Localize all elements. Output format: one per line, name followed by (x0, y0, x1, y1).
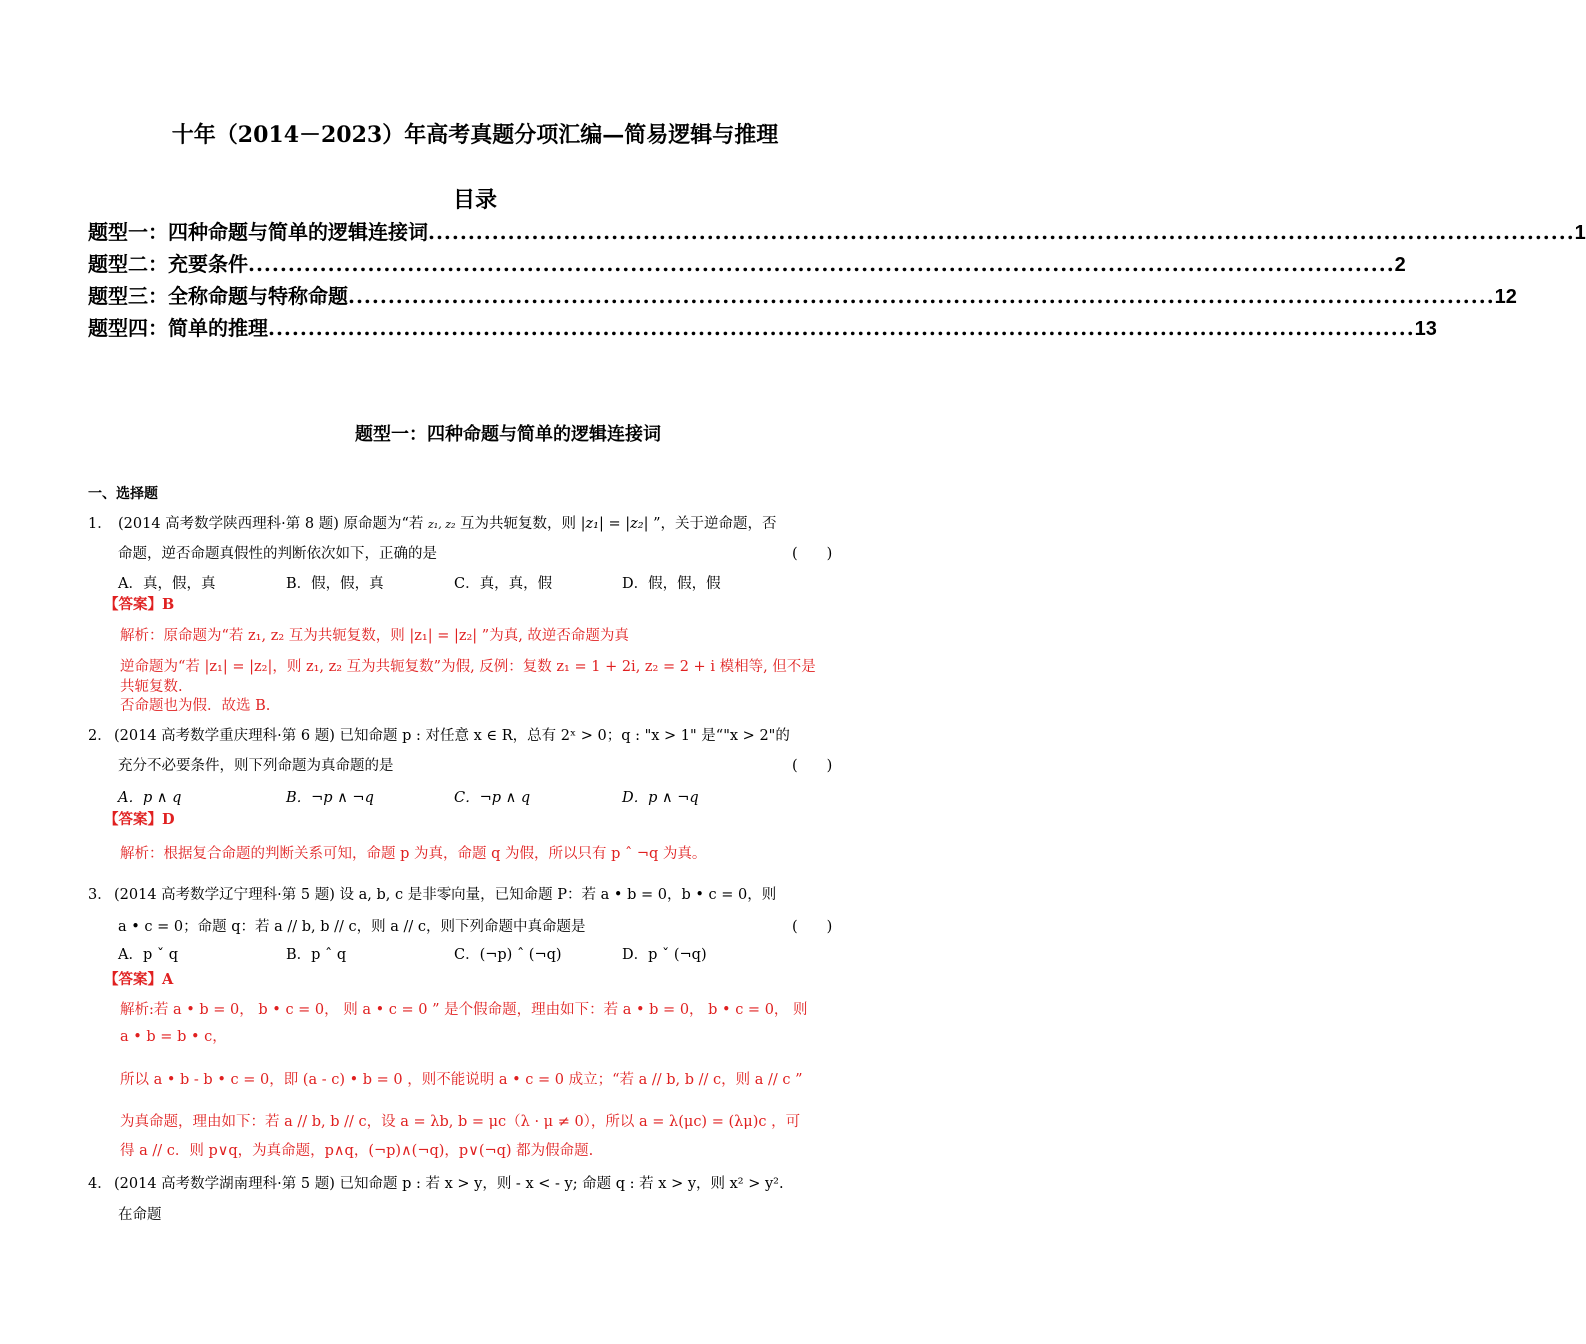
toc-leader: ................................................................................................................................................ (268, 316, 1415, 340)
option-d: D．p ∧ ¬q (622, 790, 699, 806)
toc-item[interactable] (88, 216, 1586, 245)
option-a: A．真，假，真 (118, 576, 216, 592)
question-stem-line: a • c = 0；命题 q：若 a // b, b // c，则 a // c，则下列命题中真命题是 (118, 919, 586, 935)
toc-item-label: 题型四：简单的推理 (88, 316, 268, 340)
q1-math-abs: |z₁| = |z₂| (580, 516, 649, 532)
answer-label: 【答案】D (104, 811, 175, 828)
answer-label: 【答案】A (104, 971, 174, 988)
question-stem-line: (2014 高考数学重庆理科·第 6 题) 已知命题 p : 对任意 x ∈ R，总有 2ˣ > 0；q : "x > 1" 是“"x > 2"的 (114, 728, 790, 744)
question-number: 4． (88, 1176, 112, 1192)
option-c: C．(¬p) ˆ (¬q) (454, 947, 562, 963)
toc-leader: ................................................................................................................................................ (248, 252, 1395, 276)
toc-item[interactable] (88, 280, 1517, 309)
answer-blank: ( ) (792, 758, 833, 774)
toc-item[interactable] (88, 248, 1406, 277)
toc-leader: ................................................................................................................................................ (428, 220, 1575, 244)
toc-item-page: 1 (1574, 222, 1586, 244)
document-title: 十年（2014－2023）年高考真题分项汇编—简易逻辑与推理 (171, 122, 779, 148)
answer-blank: ( ) (792, 919, 833, 935)
explanation-line: 为真命题，理由如下：若 a // b, b // c，设 a = λb, b = μc（λ · μ ≠ 0），所以 a = λ(μc) = (λμ)c ，可 (120, 1114, 801, 1130)
explanation-line: 共轭复数. (120, 679, 183, 695)
question-stem-line: 命题，逆否命题真假性的判断依次如下，正确的是 (118, 546, 437, 562)
option-d: D．假，假，假 (622, 576, 721, 592)
option-a: A．p ∧ q (118, 790, 182, 806)
toc-item-page: 12 (1494, 286, 1517, 308)
question-number: 2． (88, 728, 112, 744)
explanation-line: 否命题也为假．故选 B. (120, 698, 271, 714)
toc-item-label: 题型三：全称命题与特称命题 (88, 284, 348, 308)
toc-item-page: 2 (1394, 254, 1406, 276)
option-c: C．¬p ∧ q (454, 790, 531, 806)
explanation-line: a • b = b • c， (120, 1029, 227, 1045)
option-b: B．¬p ∧ ¬q (286, 790, 374, 806)
toc-item-label: 题型二：充要条件 (88, 252, 248, 276)
explanation-line: 解析:若 a • b = 0， b • c = 0， 则 a • c = 0 ” 是个假命题，理由如下：若 a • b = 0， b • c = 0， 则 (120, 1002, 808, 1018)
explanation-line: 解析：根据复合命题的判断关系可知，命题 p 为真，命题 q 为假，所以只有 p ˆ ¬q 为真。 (120, 846, 707, 862)
explanation-line: 得 a // c．则 p∨q，为真命题，p∧q，(¬p)∧(¬q)，p∨(¬q) 都为假命题. (120, 1143, 594, 1159)
q1-text-e: ”，关于逆命题，否 (648, 516, 777, 532)
question-stem-line: (2014 高考数学辽宁理科·第 5 题) 设 a, b, c 是非零向量，已知命题 P：若 a • b = 0，b • c = 0，则 (114, 887, 777, 903)
question-stem-line (118, 512, 777, 533)
q1-text-c: 互为共轭复数，则 (455, 516, 581, 532)
explanation-line: 解析：原命题为“若 z₁, z₂ 互为共轭复数，则 |z₁| = |z₂| ”为真, 故逆否命题为真 (120, 628, 629, 644)
section-heading: 题型一：四种命题与简单的逻辑连接词 (355, 424, 661, 445)
question-number: 1． (88, 516, 112, 532)
answer-label: 【答案】B (104, 596, 175, 613)
part-label: 一、选择题 (88, 486, 158, 502)
option-c: C．真，真，假 (454, 576, 553, 592)
explanation-line: 逆命题为“若 |z₁| = |z₂|，则 z₁, z₂ 互为共轭复数”为假, 反例：复数 z₁ = 1 + 2i, z₂ = 2 + i 模相等, 但不是 (120, 659, 816, 675)
toc-item-page: 13 (1414, 318, 1437, 340)
toc-leader: ................................................................................................................................................ (348, 284, 1495, 308)
explanation-line: 所以 a • b - b • c = 0，即 (a - c) • b = 0 ，则不能说明 a • c = 0 成立；“若 a // b, b // c，则 a // c ” (120, 1072, 803, 1088)
option-a: A．p ˇ q (118, 947, 179, 963)
toc-item-label: 题型一：四种命题与简单的逻辑连接词 (88, 220, 428, 244)
option-d: D．p ˇ (¬q) (622, 947, 707, 963)
question-stem-line: 在命题 (118, 1207, 162, 1223)
toc-heading: 目录 (452, 187, 497, 213)
option-b: B．假，假，真 (286, 576, 384, 592)
question-number: 3． (88, 887, 112, 903)
toc-item[interactable] (88, 312, 1437, 341)
option-b: B．p ˆ q (286, 947, 347, 963)
question-stem-line: 充分不必要条件，则下列命题为真命题的是 (118, 758, 394, 774)
q1-math-z: z₁, z₂ (428, 518, 456, 531)
q1-text-a: (2014 高考数学陕西理科·第 8 题) 原命题为“若 (118, 516, 429, 532)
question-stem-line: (2014 高考数学湖南理科·第 5 题) 已知命题 p : 若 x > y，则 - x < - y; 命题 q : 若 x > y，则 x² > y². (114, 1176, 784, 1192)
answer-blank: ( ) (792, 546, 833, 562)
